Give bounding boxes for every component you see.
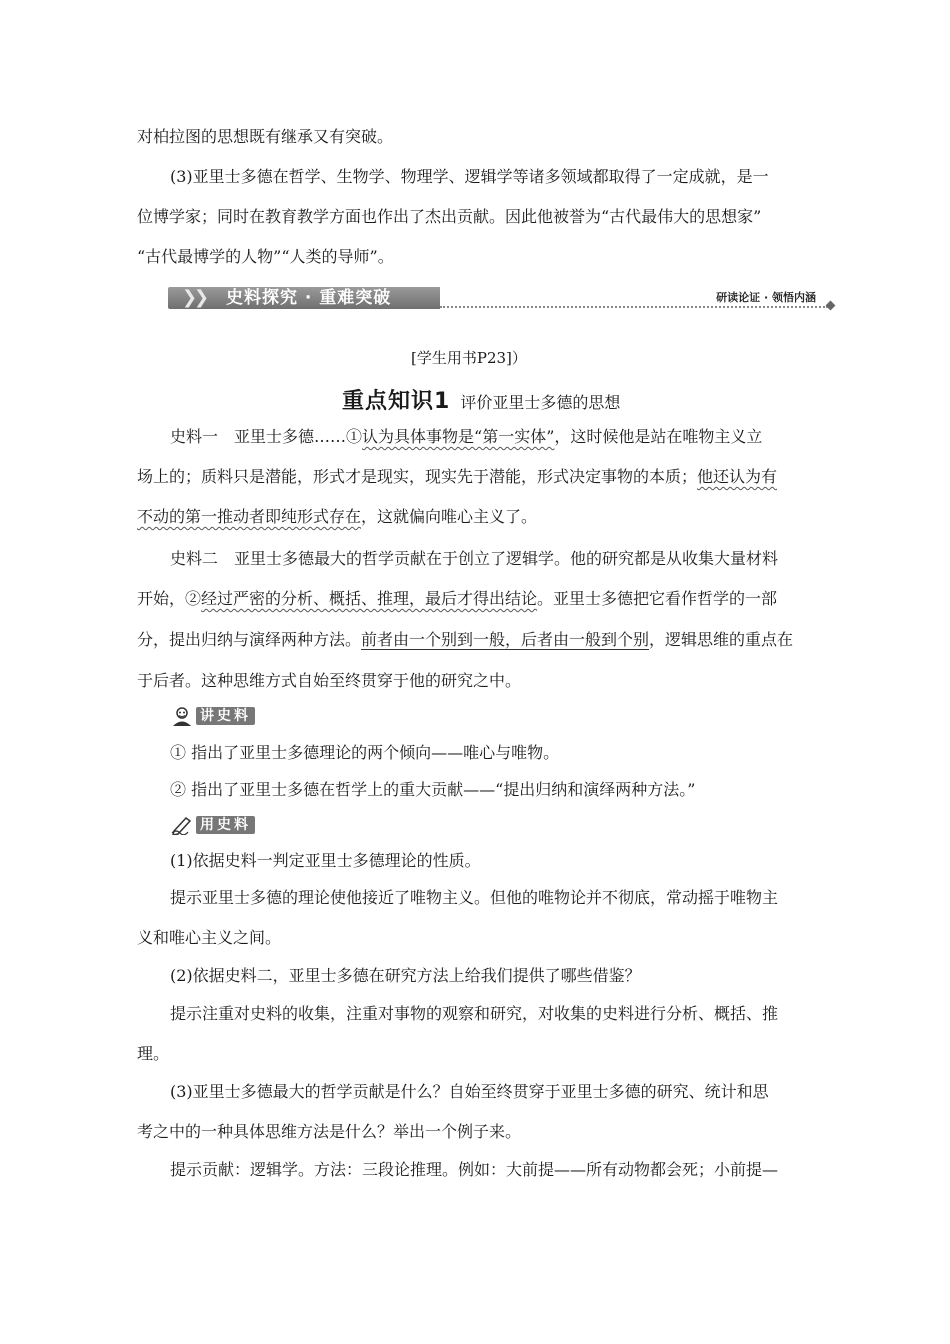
question3-line2: 考之中的一种具体思维方法是什么？举出一个例子来。 (137, 1122, 522, 1141)
apply-sources-label: 用史料 (196, 816, 255, 834)
teacher-icon (170, 706, 194, 726)
chevron-right-icon: ❯ (194, 287, 210, 308)
paragraph-point3-line3: “古代最博学的人物”“人类的导师”。 (137, 247, 394, 266)
pen-writing-icon (170, 815, 194, 835)
explain-sources-label: 讲史料 (196, 707, 255, 725)
explain-item1: ① 指出了亚里士多德理论的两个倾向——唯心与唯物。 (170, 743, 560, 762)
source2-text: 分，提出归纳与演绎两种方法。 (137, 630, 362, 649)
question3-line1: (3)亚里士多德最大的哲学贡献是什么？自始至终贯穿于亚里士多德的研究、统计和思 (170, 1082, 769, 1101)
question1: (1)依据史料一判定亚里士多德理论的性质。 (170, 851, 481, 870)
paragraph-point3-line2: 位博学家；同时在教育教学方面也作出了杰出贡献。因此他被誉为“古代最伟大的思想家” (137, 207, 762, 226)
source1-text: ，这时候他是站在唯物主义立 (554, 427, 763, 446)
answer2-line1: 提示注重对史料的收集，注重对事物的观察和研究，对收集的史料进行分析、概括、推 (170, 1004, 779, 1023)
question2: (2)依据史料二，亚里士多德在研究方法上给我们提供了哪些借鉴？ (170, 966, 641, 985)
source2-underlined-text: 前者由一个别到一般，后者由一般到个别 (361, 630, 650, 649)
diamond-icon (826, 301, 836, 311)
source2-line3 (137, 630, 793, 650)
banner-title: 史料探究 · 重难突破 (226, 288, 392, 308)
source1-line1 (170, 427, 762, 447)
source2-text: 。亚里士多德把它看作哲学的一部 (537, 589, 778, 608)
answer2-line2: 理。 (137, 1044, 170, 1063)
source1-wavy-text: 不动的第一推动者即纯形式存在 (137, 507, 362, 526)
source1-wavy-text: 认为具体事物是“第一实体” (362, 427, 555, 446)
source2-wavy-text: 经过严密的分析、概括、推理，最后才得出结论 (201, 589, 538, 608)
source1-text: ，这就偏向唯心主义了。 (361, 507, 538, 526)
book-reference: [学生用书P23]） (411, 349, 527, 367)
source2-line2 (137, 589, 777, 609)
source1-text: 场上的；质料只是潜能，形式才是现实，现实先于潜能，形式决定事物的本质； (137, 467, 698, 486)
section-banner (168, 287, 840, 313)
source1-wavy-text: 他还认为有 (697, 467, 778, 486)
source1-line3 (137, 507, 537, 527)
source2-text: 开始，② (137, 589, 202, 608)
source1-text: 史料一 亚里士多德……① (170, 427, 363, 446)
source2-line4: 于后者。这种思维方式自始至终贯穿于他的研究之中。 (137, 671, 522, 690)
banner-right-text: 研读论证 · 领悟内涵 (716, 291, 816, 304)
heading-title: 重点知识1 (342, 389, 451, 414)
paragraph-point3-line1: (3)亚里士多德在哲学、生物学、物理学、逻辑学等诸多领域都取得了一定成就，是一 (170, 167, 769, 186)
source2-line1: 史料二 亚里士多德最大的哲学贡献在于创立了逻辑学。他的研究都是从收集大量材料 (170, 549, 779, 568)
source1-line2 (137, 467, 777, 487)
chevron-right-icon: ❯ (182, 287, 198, 308)
heading-subtitle: 评价亚里士多德的思想 (460, 393, 621, 412)
banner-dotted-rule (440, 306, 828, 308)
source2-text: ，逻辑思维的重点在 (649, 630, 794, 649)
paragraph-intro-end: 对柏拉图的思想既有继承又有突破。 (137, 127, 394, 146)
answer3-line1: 提示贡献：逻辑学。方法：三段论推理。例如：大前提——所有动物都会死；小前提— (170, 1160, 779, 1179)
answer1-line1: 提示亚里士多德的理论使他接近了唯物主义。但他的唯物论并不彻底，常动摇于唯物主 (170, 888, 779, 907)
apply-sources-tag (170, 815, 255, 835)
explain-item2: ② 指出了亚里士多德在哲学上的重大贡献——“提出归纳和演绎两种方法。” (170, 780, 696, 799)
key-knowledge-heading (342, 384, 620, 415)
explain-sources-tag (170, 706, 255, 726)
answer1-line2: 义和唯心主义之间。 (137, 928, 282, 947)
